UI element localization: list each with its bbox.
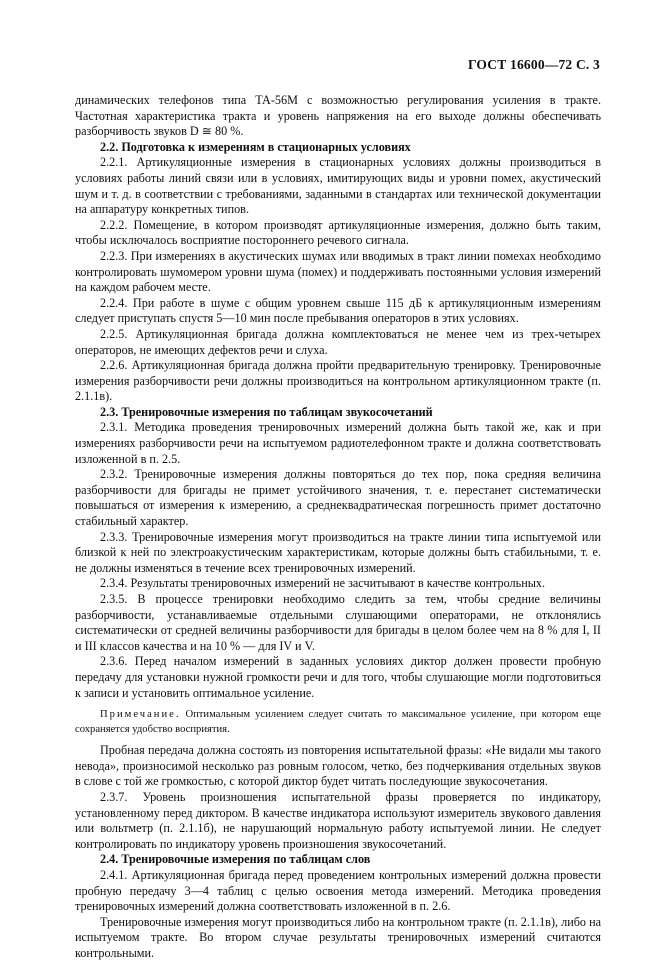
paragraph-2-3-6: 2.3.6. Перед началом измерений в заданных условиях диктор должен провести пробную передачу для установки нужной громкости речи и для того, чтобы слушающие могли подготовиться к записи и установить оптимальное усиление. xyxy=(75,654,601,700)
paragraph-2-2-3: 2.2.3. При измерениях в акустических шумах или вводимых в тракт линии помехах необходимо контролировать шумомером уровни шума (помех) и поддерживать постоянными условия измерений на каждом рабочем месте. xyxy=(75,248,601,295)
paragraph-2-3-2: 2.3.2. Тренировочные измерения должны повторяться до тех пор, пока средняя величина разборчивости для бригады не примет устойчивого значения, т. е. перестанет систематически повышаться от измерения к измерению, а среднеквадратическая погрешность примет достаточно стабильный характер. xyxy=(75,467,601,529)
note-text: Оптимальным усилением следует считать то максимальное усиление, при котором еще сохраняется удобство восприятия. xyxy=(75,709,601,736)
paragraph-2-2-4: 2.2.4. При работе в шуме с общим уровнем свыше 115 дБ к артикуляционным измерениям следует приступать спустя 5—10 мин после пребывания операторов в этих условиях. xyxy=(75,295,601,326)
section-heading-2-4: 2.4. Тренировочные измерения по таблицам слов xyxy=(100,852,371,867)
page-header: ГОСТ 16600—72 С. 3 xyxy=(467,57,600,72)
paragraph-2-3-3: 2.3.3. Тренировочные измерения могут производиться на тракте линии типа испытуемой или близкой к ней по электроакустическим характеристикам, которые должны быть стабильными, т. е. не должны изменяться в течение всех тренировочных измерений. xyxy=(75,529,601,575)
note-label: Примечание. xyxy=(100,709,181,721)
paragraph-2-2-6: 2.2.6. Артикуляционная бригада должна пройти предварительную тренировку. Тренировочные измерения разборчивости речи должны производиться на контрольном артикуляционном тракте (п. 2.1.1в). xyxy=(75,358,601,404)
paragraph-training-final: Тренировочные измерения могут производиться либо на контрольном тракте (п. 2.1.1в), либо на испытуемом тракте. Во втором случае результаты тренировочных измерений считаются контрольными. xyxy=(75,914,601,960)
paragraph-2-2-5: 2.2.5. Артикуляционная бригада должна комплектоваться не менее чем из трех-четырех операторов, не имеющих дефектов речи и слуха. xyxy=(75,326,601,357)
paragraph-2-3-1: 2.3.1. Методика проведения тренировочных измерений должна быть такой же, как и при измерениях разборчивости речи на испытуемом радиотелефонном тракте и должна соответствовать изложенной в п. 2.5. xyxy=(75,420,601,466)
paragraph-2-2-2: 2.2.2. Помещение, в котором производят артикуляционные измерения, должно быть таким, чтобы исключалось восприятие постороннего речевого сигнала. xyxy=(75,217,601,248)
section-heading-2-2: 2.2. Подготовка к измерениям в стационарных условиях xyxy=(100,139,411,154)
paragraph-2-3-5: 2.3.5. В процессе тренировки необходимо следить за тем, чтобы средние величины разборчивости, устанавливаемые отдельными слушающими операторами, не отклонялись систематически от средней величины разборчивости для бригады в целом более чем на 8 % для I, II и III классов качества и на 10 % — для IV и V. xyxy=(75,592,601,653)
paragraph-2-3-7: 2.3.7. Уровень произношения испытательной фразы проверяется по индикатору, установленному перед диктором. В качестве индикатора используют измеритель звукового давления или вольтметр (п. 2.1.1б), не нарушающий нормальную работу испытуемой линии. Не следует контролировать по индикатору уровень произношения звукосочетаний. xyxy=(75,789,601,851)
paragraph-2-4-1: 2.4.1. Артикуляционная бригада перед проведением контрольных измерений должна провести пробную передачу 3—4 таблиц с целью освоения метода измерений. Методика проведения тренировочных измерений должна соответствовать изложенной в п. 2.6. xyxy=(75,867,601,914)
note xyxy=(75,707,601,737)
document-body xyxy=(75,93,601,961)
paragraph-continuation: динамических телефонов типа ТА-56М с возможностью регулирования усиления в тракте. Частотная характеристика тракта и уровень напряжения на его выходе должны обеспечивать разборчивость звуков D ≅ 80 %. xyxy=(75,93,601,139)
paragraph-2-3-4: 2.3.4. Результаты тренировочных измерений не засчитывают в качестве контрольных. xyxy=(100,576,546,591)
section-heading-2-3: 2.3. Тренировочные измерения по таблицам звукосочетаний xyxy=(100,404,433,419)
paragraph-test-phrase: Пробная передача должна состоять из повторения испытательной фразы: «Не видали мы такого невода», произносимой несколько раз ровным голосом, четко, без подчеркивания отдельных звуков в слове с той же громкостью, с которой диктор будет читать последующие звукосочетания. xyxy=(75,743,601,789)
paragraph-2-2-1: 2.2.1. Артикуляционные измерения в стационарных условиях должны производиться в условиях работы линий связи или в условиях, имитирующих виды и уровни помех, акустический шум и т. д. в соответствии с требованиями, заданными в стандартах или технической документации на аппаратуру конкретных типов. xyxy=(75,155,601,217)
